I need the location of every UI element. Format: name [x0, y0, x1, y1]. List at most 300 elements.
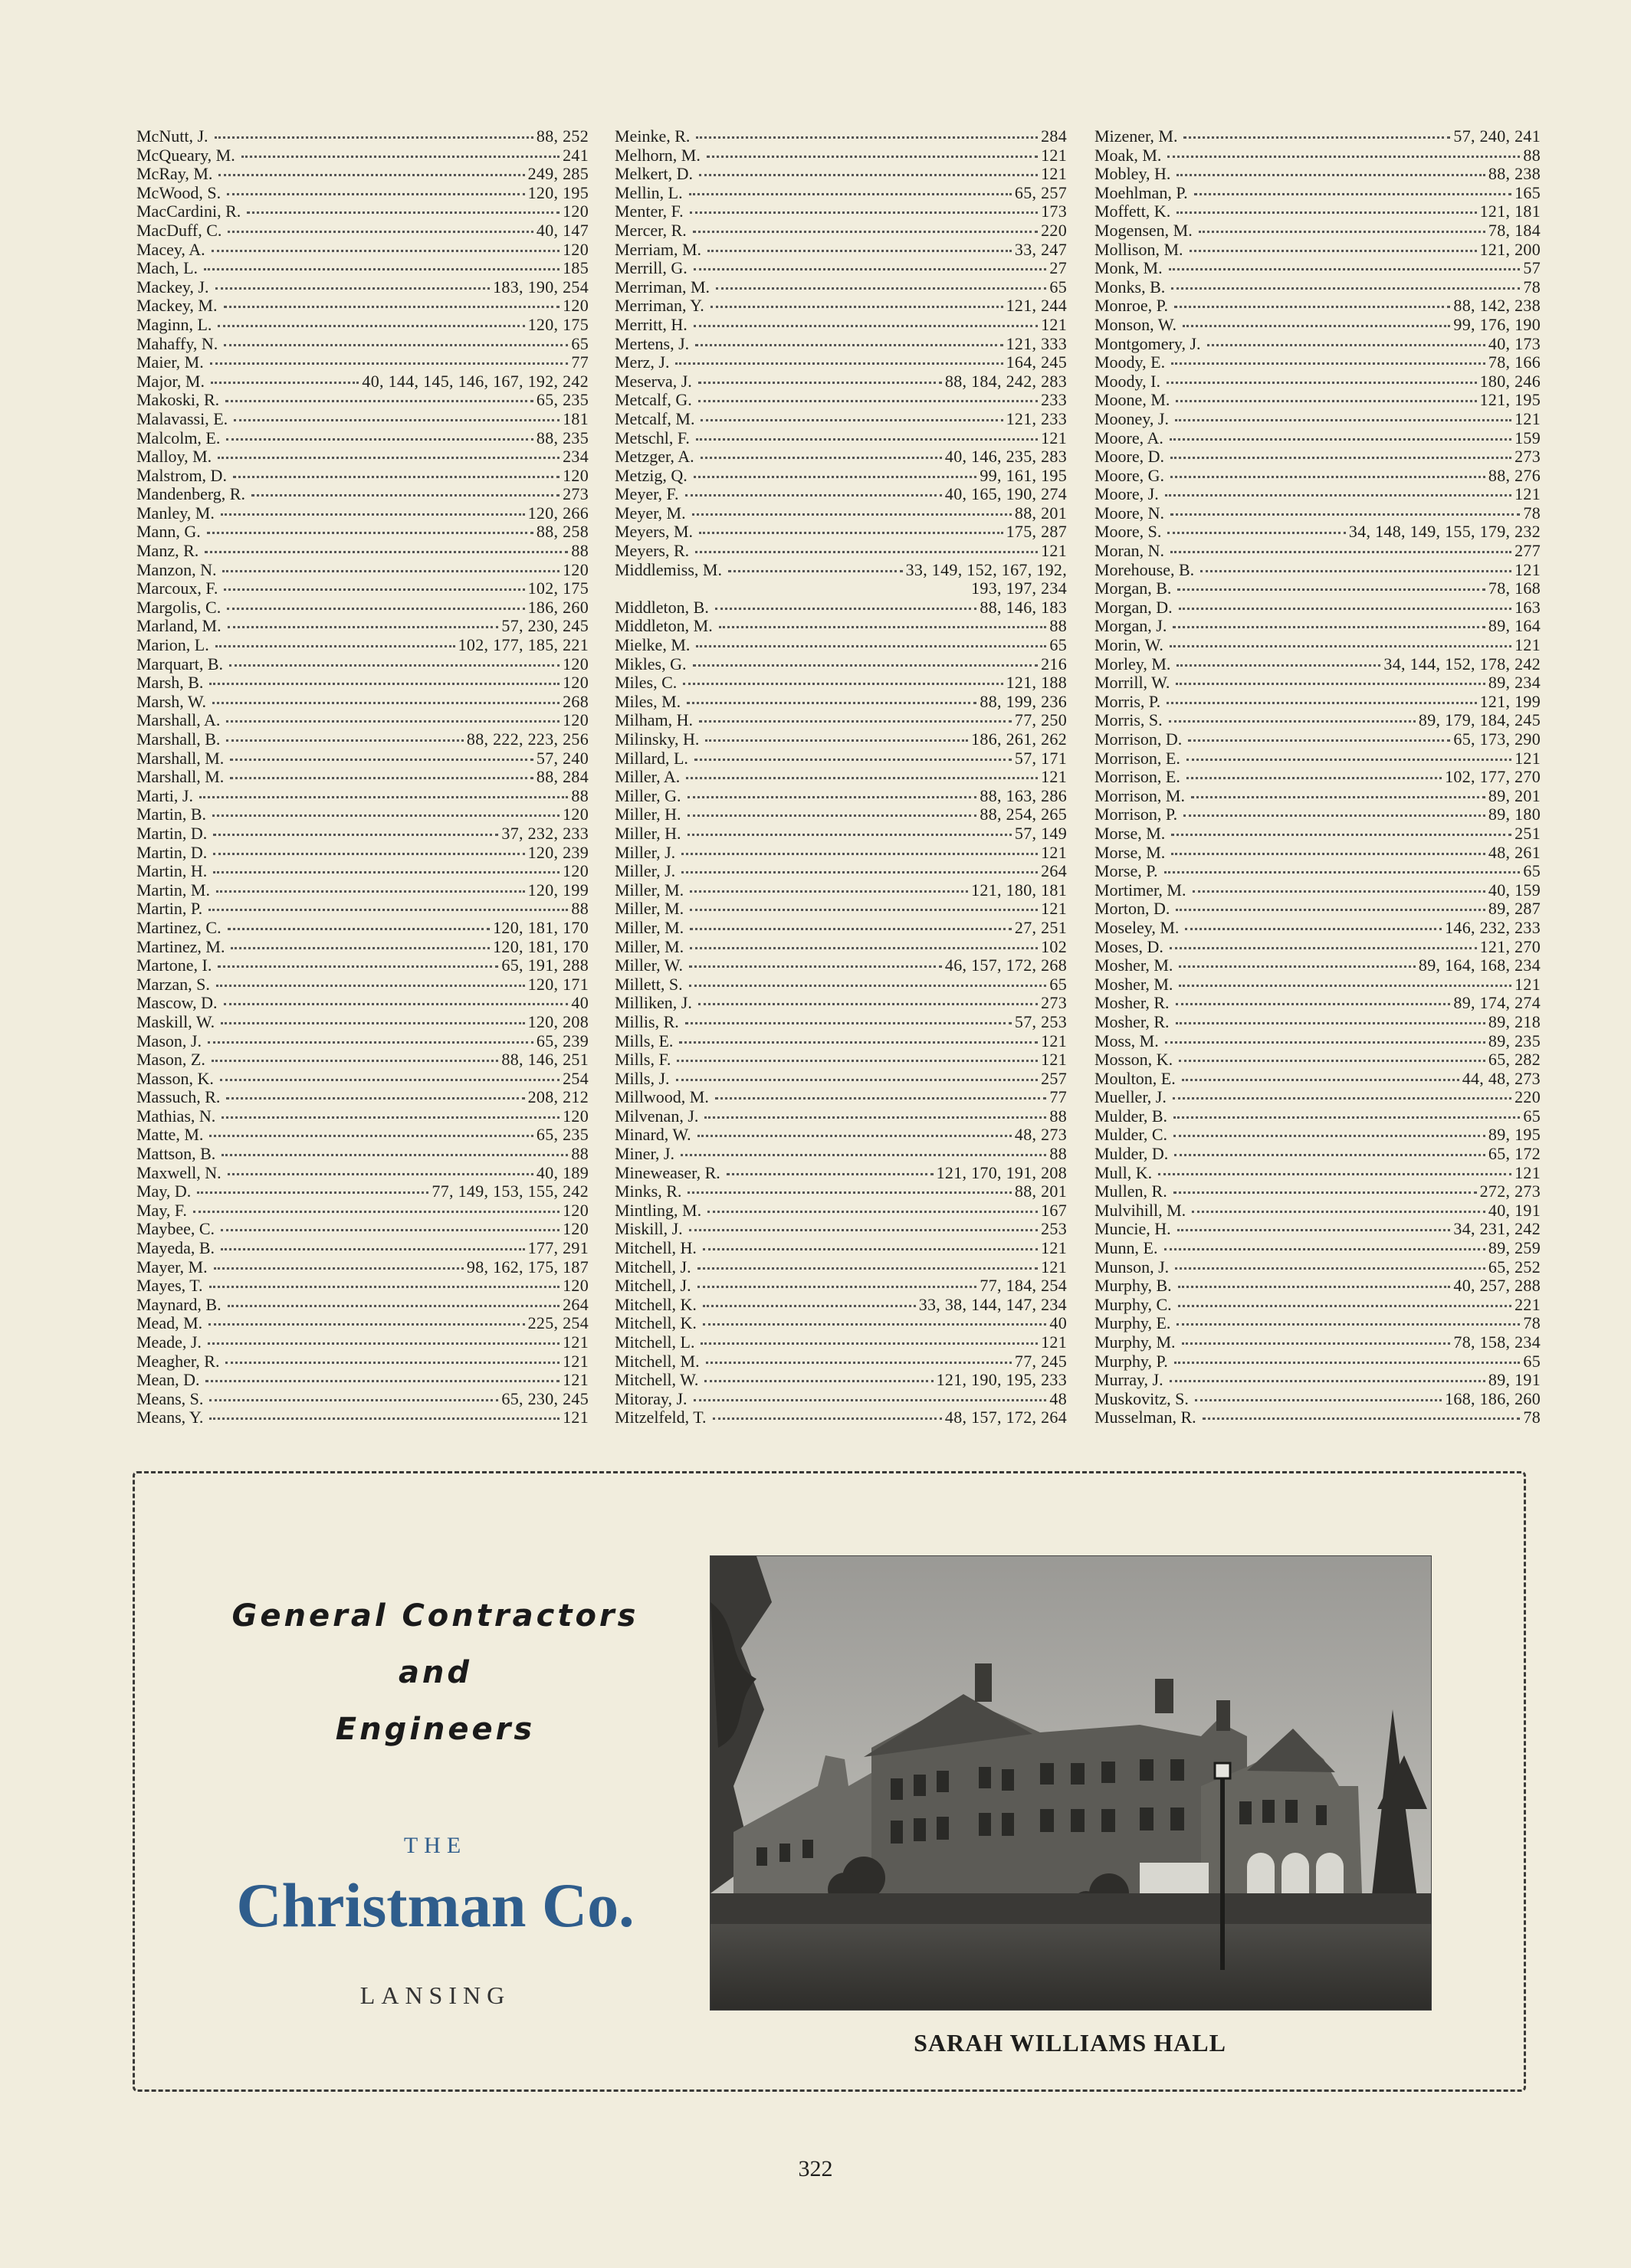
- entry-name: Mineweaser, R.: [615, 1162, 720, 1182]
- index-entry: [615, 956, 1067, 975]
- entry-name: Martin, B.: [136, 805, 207, 824]
- index-entry: [136, 1070, 589, 1089]
- dot-leader: [698, 1003, 1038, 1005]
- dot-leader: [690, 947, 1038, 949]
- dot-leader: [1171, 834, 1511, 836]
- index-entry: [1094, 1314, 1541, 1333]
- index-entry: [136, 824, 589, 844]
- entry-name: Morrison, E.: [1094, 767, 1180, 787]
- entry-name: Morris, S.: [1094, 710, 1163, 730]
- ad-the-label: THE: [403, 1833, 468, 1858]
- entry-name: Marsh, W.: [136, 691, 207, 711]
- dot-leader: [1179, 985, 1511, 987]
- entry-pages: 120: [563, 1219, 589, 1239]
- entry-pages: 65, 172: [1488, 1144, 1541, 1164]
- entry-pages: 98, 162, 175, 187: [466, 1257, 589, 1277]
- entry-pages: 175, 287: [1006, 522, 1067, 542]
- entry-pages: 268: [563, 691, 589, 711]
- entry-name: Morgan, D.: [1094, 597, 1173, 617]
- entry-name: Murphy, B.: [1094, 1276, 1172, 1296]
- entry-name: Moody, I.: [1094, 371, 1160, 391]
- entry-pages: 65: [1049, 277, 1067, 297]
- entry-pages: 264: [1041, 861, 1067, 881]
- entry-pages: 272, 273: [1479, 1182, 1541, 1201]
- entry-name: Mitchell, K.: [615, 1294, 697, 1314]
- dot-leader: [689, 1229, 1038, 1231]
- dot-leader: [1195, 1399, 1442, 1401]
- dot-leader: [1173, 1191, 1477, 1194]
- index-entry: [136, 410, 589, 429]
- dot-leader: [1173, 626, 1485, 628]
- entry-pages: 167: [1041, 1200, 1067, 1220]
- dot-leader: [1170, 476, 1485, 478]
- entry-name: Meyers, R.: [615, 541, 690, 561]
- entry-name: Miles, C.: [615, 673, 678, 693]
- entry-pages: 33, 38, 144, 147, 234: [918, 1294, 1067, 1314]
- index-entry: [136, 636, 589, 655]
- index-entry: [615, 805, 1067, 824]
- entry-pages: 65: [1523, 1106, 1541, 1126]
- dot-leader: [1176, 1022, 1485, 1024]
- index-entry: [1094, 579, 1541, 598]
- entry-pages: 181: [563, 408, 589, 428]
- index-entry: [1094, 693, 1541, 712]
- dot-leader: [1186, 759, 1511, 761]
- dot-leader: [688, 814, 977, 817]
- entry-pages: 121, 233: [1006, 408, 1067, 428]
- entry-pages: 88, 254, 265: [980, 805, 1067, 824]
- index-entry: [615, 542, 1067, 561]
- index-entry: [615, 410, 1067, 429]
- entry-name: Morse, M.: [1094, 842, 1166, 862]
- index-entry: [1094, 730, 1541, 749]
- entry-pages: 120: [563, 654, 589, 674]
- dot-leader: [227, 608, 524, 610]
- entry-name: Manley, M.: [136, 503, 215, 523]
- index-entry: [1094, 655, 1541, 674]
- entry-name: MacDuff, C.: [136, 220, 222, 240]
- index-entry: [615, 1032, 1067, 1051]
- entry-pages: 165: [1514, 182, 1541, 202]
- entry-pages: 65, 235: [536, 390, 589, 410]
- entry-name: Middleton, M.: [615, 616, 713, 636]
- entry-pages: 208, 212: [527, 1087, 589, 1107]
- entry-name: Matte, M.: [136, 1125, 204, 1145]
- dot-leader: [226, 720, 560, 723]
- index-entry: [136, 844, 589, 863]
- entry-pages: 186, 261, 262: [971, 729, 1067, 749]
- entry-pages: 121: [1041, 899, 1067, 919]
- index-entry: [615, 467, 1067, 486]
- index-entry: [136, 297, 589, 316]
- dot-leader: [204, 268, 560, 270]
- dot-leader: [677, 1060, 1038, 1062]
- entry-name: Middleton, B.: [615, 597, 709, 617]
- entry-pages: 120, 195: [527, 182, 589, 202]
- entry-pages: 40, 257, 288: [1453, 1276, 1541, 1296]
- dot-leader: [208, 909, 568, 911]
- index-entry: [136, 1390, 589, 1409]
- index-entry: [1094, 221, 1541, 241]
- entry-name: Malcolm, E.: [136, 428, 221, 447]
- entry-pages: 89, 164, 168, 234: [1418, 955, 1541, 975]
- index-entry: [136, 542, 589, 561]
- entry-pages: 183, 190, 254: [493, 277, 589, 297]
- entry-name: Merritt, H.: [615, 314, 688, 334]
- dot-leader: [1167, 382, 1477, 384]
- dot-leader: [703, 1248, 1038, 1250]
- index-entry: [615, 919, 1067, 938]
- index-entry: [136, 391, 589, 410]
- index-entry: [1094, 165, 1541, 184]
- dot-leader: [228, 231, 533, 233]
- dot-leader: [1170, 1380, 1485, 1382]
- dot-leader: [1174, 306, 1450, 308]
- dot-leader: [224, 344, 568, 346]
- index-entry: [615, 335, 1067, 354]
- entry-pages: 89, 218: [1488, 1011, 1541, 1031]
- entry-name: Marsh, B.: [136, 673, 204, 693]
- index-entry: [136, 523, 589, 542]
- index-entry: [136, 1408, 589, 1427]
- dot-leader: [1176, 211, 1476, 214]
- entry-name: Mizener, M.: [1094, 126, 1178, 146]
- entry-name: Morgan, J.: [1094, 616, 1167, 636]
- entry-name: McRay, M.: [136, 164, 213, 184]
- entry-name: May, D.: [136, 1182, 192, 1201]
- entry-pages: 99, 176, 190: [1453, 314, 1541, 334]
- entry-name: Melhorn, M.: [615, 145, 701, 165]
- entry-pages: 33, 149, 152, 167, 192,: [905, 559, 1067, 579]
- index-entry: [136, 1277, 589, 1296]
- index-column-2: [615, 127, 1067, 1427]
- dot-leader: [681, 853, 1038, 855]
- entry-name: Mertens, J.: [615, 333, 690, 353]
- entry-name: Mercer, R.: [615, 220, 687, 240]
- dot-leader: [1179, 1060, 1485, 1062]
- entry-pages: 120, 175: [527, 314, 589, 334]
- dot-leader: [699, 532, 1003, 534]
- entry-name: Mandenberg, R.: [136, 484, 245, 504]
- entry-name: Maginn, L.: [136, 314, 212, 334]
- index-entry: [1094, 241, 1541, 260]
- entry-pages: 34, 231, 242: [1453, 1219, 1541, 1239]
- entry-pages: 273: [1514, 447, 1541, 467]
- entry-pages: 120, 171: [527, 974, 589, 994]
- entry-name: Mielke, M.: [615, 635, 691, 655]
- entry-pages: 121: [563, 1351, 589, 1371]
- index-entry: [136, 127, 589, 146]
- dot-leader: [690, 928, 1012, 930]
- dot-leader: [1165, 494, 1511, 497]
- entry-pages: 249, 285: [527, 164, 589, 184]
- index-entry: [136, 674, 589, 693]
- dot-leader: [231, 947, 490, 949]
- dot-leader: [698, 400, 1038, 402]
- entry-name: Mitchell, H.: [615, 1238, 697, 1258]
- index-entry: [615, 1164, 1067, 1183]
- entry-pages: 40: [1049, 1313, 1067, 1333]
- dot-leader: [1165, 1041, 1485, 1044]
- dot-leader: [1158, 1173, 1511, 1175]
- dot-leader: [1174, 1154, 1485, 1156]
- entry-name: Martinez, M.: [136, 936, 225, 956]
- entry-name: Mayes, T.: [136, 1276, 203, 1296]
- entry-pages: 120: [563, 202, 589, 221]
- entry-name: Mosher, M.: [1094, 955, 1173, 975]
- dot-leader: [701, 419, 1003, 421]
- index-entry: [136, 1239, 589, 1258]
- entry-pages: 77, 250: [1014, 710, 1067, 730]
- entry-pages: 88, 163, 286: [980, 785, 1067, 805]
- entry-pages: 121: [1041, 164, 1067, 184]
- index-entry: [615, 1182, 1067, 1201]
- dot-leader: [1164, 871, 1521, 873]
- entry-pages: 88, 184, 242, 283: [944, 371, 1067, 391]
- index-entry: [136, 1126, 589, 1145]
- entry-pages: 78: [1523, 1408, 1541, 1427]
- entry-pages: 65: [1049, 974, 1067, 994]
- entry-name: Mason, Z.: [136, 1050, 205, 1070]
- index-entry: [615, 184, 1067, 203]
- entry-name: Muncie, H.: [1094, 1219, 1171, 1239]
- index-entry: [136, 146, 589, 166]
- dot-leader: [210, 362, 569, 365]
- entry-name: Mackey, J.: [136, 277, 209, 297]
- dot-leader: [222, 1154, 568, 1156]
- dot-leader: [1171, 853, 1485, 855]
- entry-name: Middlemiss, M.: [615, 559, 722, 579]
- entry-name: Mueller, J.: [1094, 1087, 1167, 1107]
- index-entry: [136, 805, 589, 824]
- entry-pages: 57, 253: [1014, 1011, 1067, 1031]
- index-entry: [1094, 316, 1541, 335]
- dot-leader: [728, 570, 903, 572]
- dot-leader: [221, 1229, 560, 1231]
- entry-name: Mosher, M.: [1094, 974, 1173, 994]
- dot-leader: [1182, 1342, 1451, 1345]
- dot-leader: [1171, 287, 1520, 290]
- dot-leader: [689, 985, 1047, 987]
- index-entry: [136, 768, 589, 787]
- entry-name: Mean, D.: [136, 1370, 200, 1390]
- entry-pages: 34, 148, 149, 155, 179, 232: [1348, 522, 1541, 542]
- dot-leader: [1176, 909, 1485, 911]
- dot-leader: [727, 1173, 934, 1175]
- entry-pages: 46, 157, 172, 268: [944, 955, 1067, 975]
- entry-name: Marzan, S.: [136, 974, 210, 994]
- entry-pages: 220: [1514, 1087, 1541, 1107]
- entry-name: Mills, F.: [615, 1050, 671, 1070]
- entry-pages: 121: [1041, 842, 1067, 862]
- index-entry: [615, 202, 1067, 221]
- dot-leader: [1207, 344, 1485, 346]
- entry-name: Minks, R.: [615, 1182, 682, 1201]
- dot-leader: [225, 400, 533, 402]
- index-entry: [615, 297, 1067, 316]
- index-entry: [615, 127, 1067, 146]
- entry-pages: 121, 244: [1006, 296, 1067, 316]
- entry-name: Martin, M.: [136, 880, 210, 900]
- entry-name: Morrison, E.: [1094, 748, 1180, 768]
- entry-name: Marion, L.: [136, 635, 209, 655]
- dot-leader: [1200, 570, 1511, 572]
- dot-leader: [695, 344, 1003, 346]
- index-entry: [615, 504, 1067, 523]
- index-entry: [615, 636, 1067, 655]
- entry-pages: 120: [563, 673, 589, 693]
- page-number: 322: [798, 2156, 833, 2181]
- index-entry: [136, 617, 589, 636]
- dot-leader: [214, 1267, 464, 1270]
- dot-leader: [212, 250, 560, 252]
- dot-leader: [694, 268, 1047, 270]
- dot-leader: [222, 1116, 560, 1119]
- dot-leader: [213, 853, 524, 855]
- entry-pages: 65: [1523, 1351, 1541, 1371]
- dot-leader: [218, 174, 524, 176]
- entry-pages: 264: [563, 1294, 589, 1314]
- dot-leader: [1176, 683, 1485, 685]
- entry-name: Miller, H.: [615, 823, 681, 843]
- index-entry: [136, 202, 589, 221]
- index-entry: [615, 1239, 1067, 1258]
- entry-name: Miller, M.: [615, 917, 684, 937]
- entry-name: McNutt, J.: [136, 126, 208, 146]
- dot-leader: [1170, 438, 1511, 441]
- dot-leader: [1176, 1003, 1451, 1005]
- entry-pages: 89, 174, 274: [1453, 993, 1541, 1013]
- entry-name: Meyers, M.: [615, 522, 694, 542]
- index-entry: [615, 711, 1067, 730]
- entry-name: Miller, J.: [615, 842, 676, 862]
- entry-name: Mitoray, J.: [615, 1388, 688, 1408]
- entry-pages: 121: [1041, 1238, 1067, 1258]
- entry-name: Moore, D.: [1094, 447, 1165, 467]
- entry-name: Mathias, N.: [136, 1106, 216, 1126]
- entry-name: Morton, D.: [1094, 899, 1170, 919]
- index-entry: [1094, 919, 1541, 938]
- entry-name: Mattson, B.: [136, 1144, 216, 1164]
- entry-pages: 40, 191: [1488, 1200, 1541, 1220]
- entry-name: Marshall, A.: [136, 710, 221, 730]
- entry-pages: 121: [1041, 1050, 1067, 1070]
- entry-name: Mosher, R.: [1094, 993, 1170, 1013]
- index-entry: [615, 316, 1067, 335]
- index-entry: [1094, 900, 1541, 919]
- index-column-3: [1094, 127, 1541, 1427]
- index-entry: [1094, 1408, 1541, 1427]
- dot-leader: [699, 720, 1012, 723]
- entry-name: Monroe, P.: [1094, 296, 1168, 316]
- index-entry: [615, 259, 1067, 278]
- entry-name: Millwood, M.: [615, 1087, 709, 1107]
- entry-pages: 88: [1049, 616, 1067, 636]
- entry-name: Murray, J.: [1094, 1370, 1163, 1390]
- entry-pages: 88, 238: [1488, 164, 1541, 184]
- entry-pages: 121: [1514, 484, 1541, 504]
- entry-name: Malavassi, E.: [136, 408, 228, 428]
- index-entry: [136, 259, 589, 278]
- entry-name: Millard, L.: [615, 748, 688, 768]
- entry-pages: 121, 200: [1479, 239, 1541, 259]
- entry-name: Meagher, R.: [136, 1351, 220, 1371]
- index-entry: [136, 1333, 589, 1352]
- entry-pages: 257: [1041, 1068, 1067, 1088]
- entry-name: Moore, A.: [1094, 428, 1163, 447]
- entry-pages: 177, 291: [527, 1238, 589, 1258]
- entry-pages: 121: [1514, 408, 1541, 428]
- entry-pages: 27, 251: [1014, 917, 1067, 937]
- dot-leader: [209, 1418, 560, 1420]
- entry-name: McQueary, M.: [136, 145, 235, 165]
- entry-pages: 121: [1041, 428, 1067, 447]
- entry-name: Mulvihill, M.: [1094, 1200, 1186, 1220]
- entry-pages: 77, 149, 153, 155, 242: [432, 1182, 589, 1201]
- index-entry: [136, 711, 589, 730]
- dot-leader: [1174, 1362, 1521, 1364]
- ad-slogan-line-2: and: [398, 1655, 473, 1690]
- index-entry: [615, 1314, 1067, 1333]
- dot-leader: [1173, 1116, 1520, 1119]
- entry-name: Mitchell, J.: [615, 1257, 691, 1277]
- dot-leader: [1191, 796, 1485, 798]
- index-entry: [136, 241, 589, 260]
- entry-name: Moody, E.: [1094, 352, 1166, 372]
- index-entry: [1094, 523, 1541, 542]
- entry-pages: 88, 201: [1014, 503, 1067, 523]
- entry-name: Mooney, J.: [1094, 408, 1169, 428]
- entry-pages: 65, 282: [1488, 1050, 1541, 1070]
- entry-name: Martin, D.: [136, 842, 208, 862]
- entry-pages: 65, 191, 288: [501, 955, 589, 975]
- index-entry: [136, 1314, 589, 1333]
- entry-pages: 88, 142, 238: [1453, 296, 1541, 316]
- index-entry: [1094, 674, 1541, 693]
- dot-leader: [1193, 890, 1485, 893]
- index-entry: [615, 824, 1067, 844]
- entry-pages: 254: [563, 1068, 589, 1088]
- entry-name: Mitchell, L.: [615, 1332, 695, 1352]
- entry-name: Miller, H.: [615, 805, 681, 824]
- entry-pages: 57, 240, 241: [1453, 126, 1541, 146]
- entry-pages: 168, 186, 260: [1445, 1388, 1541, 1408]
- index-entry: [615, 938, 1067, 957]
- entry-name: Millis, R.: [615, 1011, 679, 1031]
- entry-pages: 89, 259: [1488, 1238, 1541, 1258]
- entry-pages: 89, 191: [1488, 1370, 1541, 1390]
- index-entry: [1094, 1390, 1541, 1409]
- dot-leader: [1199, 231, 1485, 233]
- index-entry: [615, 1070, 1067, 1089]
- entry-name: Metzger, A.: [615, 447, 694, 467]
- index-entry: [615, 1126, 1067, 1145]
- index-entry: [615, 1296, 1067, 1315]
- dot-leader: [1176, 664, 1380, 667]
- dot-leader: [707, 156, 1038, 158]
- index-entry: [615, 353, 1067, 372]
- entry-pages: 57: [1523, 258, 1541, 278]
- dot-leader: [209, 1286, 560, 1288]
- entry-name: Margolis, C.: [136, 597, 222, 617]
- entry-pages: 89, 287: [1488, 899, 1541, 919]
- index-entry: [615, 241, 1067, 260]
- dot-leader: [696, 645, 1046, 647]
- entry-name: Morrison, M.: [1094, 785, 1185, 805]
- index-entry: [136, 278, 589, 297]
- dot-leader: [209, 683, 560, 685]
- dot-leader: [689, 193, 1012, 195]
